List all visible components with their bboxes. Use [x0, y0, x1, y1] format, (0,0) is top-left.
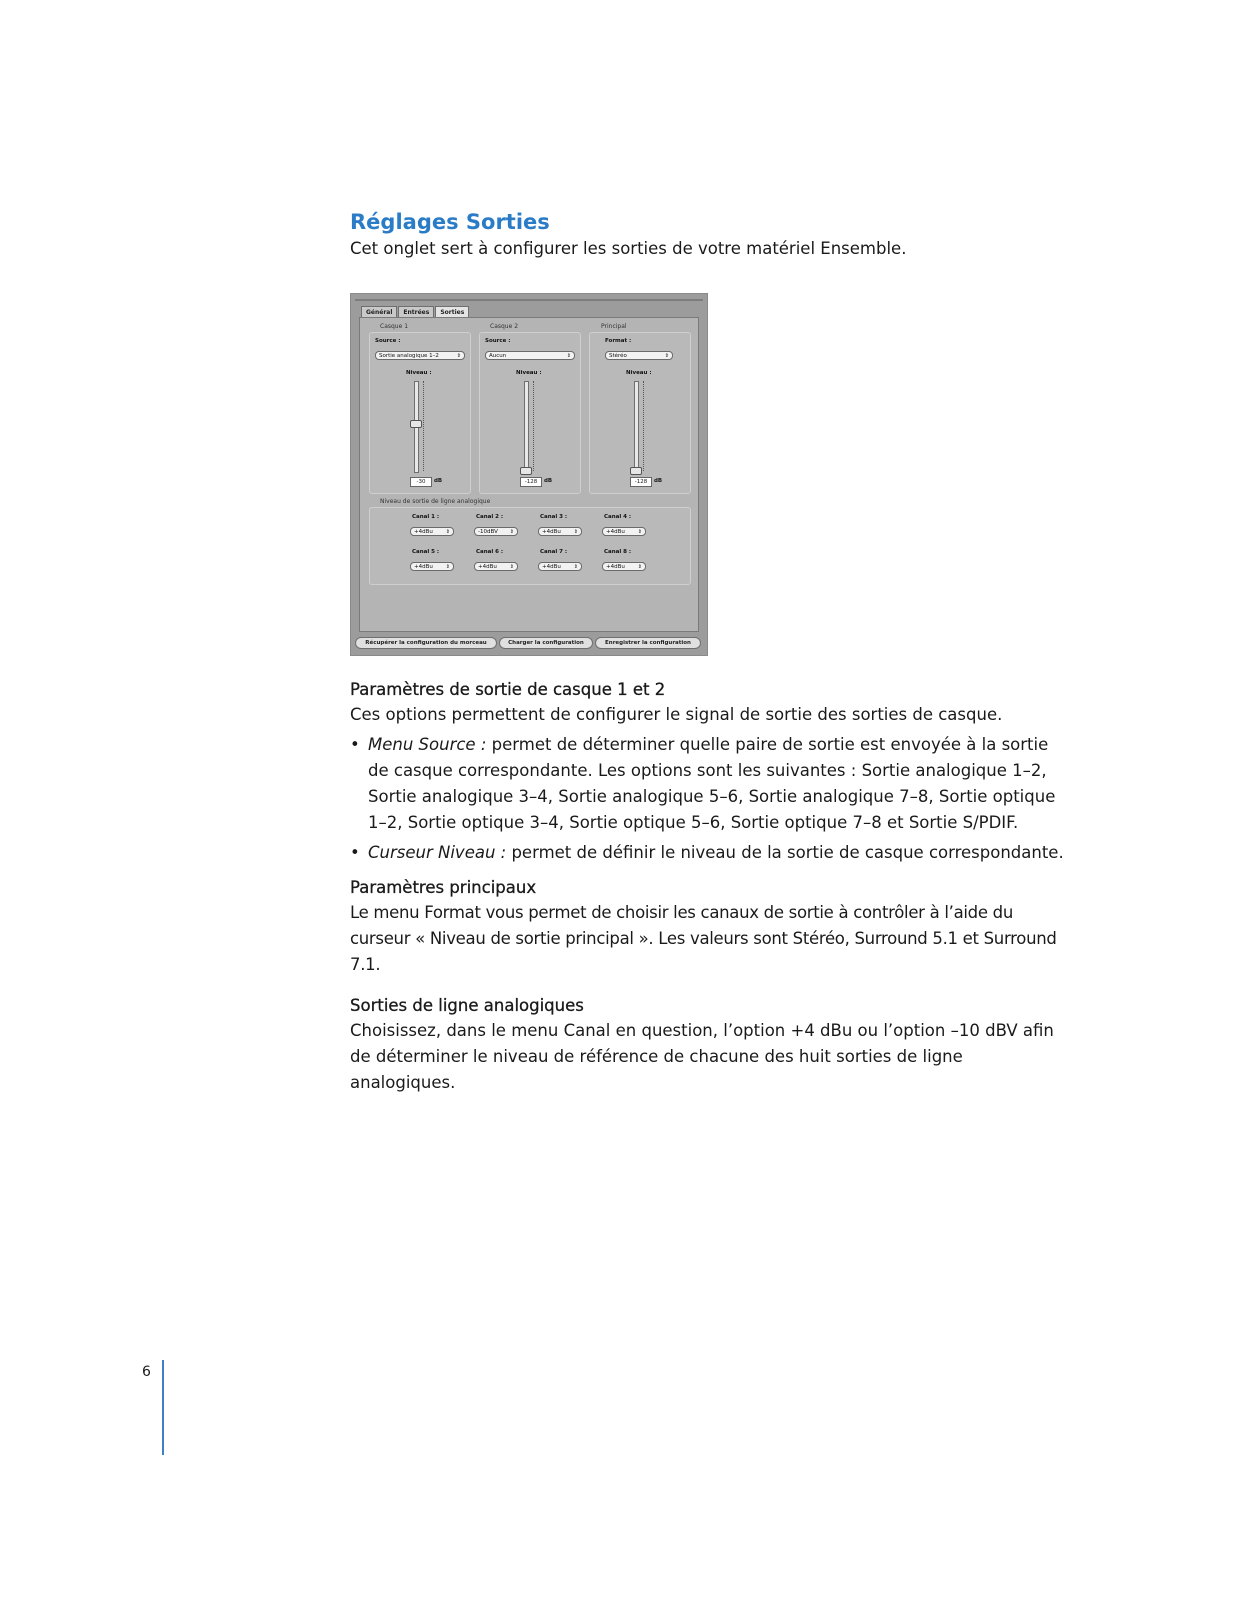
- group-headphone1: [369, 332, 471, 494]
- bullet-icon: •: [350, 735, 360, 754]
- slider-ticks: [643, 381, 647, 471]
- margin-rule: [162, 1360, 164, 1455]
- channel-popup-8[interactable]: [602, 562, 646, 571]
- popup-arrows-icon: ⇕: [637, 529, 642, 535]
- db-unit: dB: [654, 478, 663, 484]
- popup-arrows-icon: ⇕: [445, 564, 450, 570]
- body-sections: [350, 678, 1070, 1096]
- bullet-text: permet de définir le niveau de la sortie de casque correspondante.: [506, 843, 1064, 862]
- group-label-main: Principal: [601, 323, 627, 330]
- popup-value: +4dBu: [414, 564, 433, 570]
- source-popup-headphone2[interactable]: [485, 351, 575, 360]
- tab-inputs[interactable]: Entrées: [398, 306, 434, 318]
- bullet-term: Curseur Niveau :: [368, 843, 507, 862]
- popup-value: +4dBu: [542, 529, 561, 535]
- popup-arrows-icon: ⇕: [456, 353, 461, 359]
- channel-popup-2[interactable]: [474, 527, 518, 536]
- channel-label: Canal 6 :: [476, 549, 504, 555]
- popup-value: Aucun: [489, 353, 507, 359]
- outputs-settings-screenshot: [350, 293, 708, 656]
- channel-label: Canal 4 :: [604, 514, 632, 520]
- channel-popup-1[interactable]: [410, 527, 454, 536]
- channel-popup-7[interactable]: [538, 562, 582, 571]
- popup-value: +4dBu: [478, 564, 497, 570]
- popup-arrows-icon: ⇕: [566, 353, 571, 359]
- popup-arrows-icon: ⇕: [509, 564, 514, 570]
- level-label: Niveau :: [406, 370, 432, 376]
- channel-popup-5[interactable]: [410, 562, 454, 571]
- bullet-text: permet de déterminer quelle paire de sortie est envoyée à la sortie de casque correspondante. Les options sont les suivantes : Sortie analogique 1–2, Sortie analogique 3–4, Sortie analogique 5–6, Sortie analogique 7–8, Sortie optique 1–2, Sortie optique 3–4, Sortie optique 5–6, Sortie optique 7–8 et Sortie S/PDIF.: [368, 735, 1056, 832]
- channel-popup-6[interactable]: [474, 562, 518, 571]
- level-label: Niveau :: [516, 370, 542, 376]
- popup-value: +4dBu: [414, 529, 433, 535]
- intro-text: Cet onglet sert à configurer les sorties de votre matériel Ensemble.: [350, 239, 907, 258]
- list-item: [350, 840, 1070, 866]
- popup-arrows-icon: ⇕: [664, 353, 669, 359]
- format-label: Format :: [605, 338, 632, 344]
- section-text: Choisissez, dans le menu Canal en question, l’option +4 dBu ou l’option –10 dBV afin de déterminer le niveau de référence de chacune des huit sorties de ligne analogiques.: [350, 1021, 1054, 1092]
- section-heading-text: Sorties de ligne analogiques: [350, 996, 584, 1015]
- page-title: Réglages Sorties: [350, 210, 550, 234]
- popup-arrows-icon: ⇕: [509, 529, 514, 535]
- level-value-field[interactable]: -128: [520, 477, 542, 487]
- source-popup-headphone1[interactable]: [375, 351, 465, 360]
- slider-thumb[interactable]: [410, 420, 422, 428]
- group-label-headphone2: Casque 2: [490, 323, 519, 330]
- group-label-headphone1: Casque 1: [380, 323, 409, 330]
- channel-popup-4[interactable]: [602, 527, 646, 536]
- channel-label: Canal 3 :: [540, 514, 568, 520]
- slider-thumb[interactable]: [630, 467, 642, 475]
- group-headphone2: [479, 332, 581, 494]
- bullet-list: [350, 732, 1070, 866]
- popup-arrows-icon: ⇕: [637, 564, 642, 570]
- group-main: [589, 332, 691, 494]
- source-label: Source :: [485, 338, 511, 344]
- level-slider-main[interactable]: [634, 381, 639, 473]
- popup-value: +4dBu: [542, 564, 561, 570]
- fetch-song-config-button[interactable]: Récupérer la configuration du morceau: [355, 637, 497, 649]
- section-text: Le menu Format vous permet de choisir les canaux de sortie à contrôler à l’aide du curseur « Niveau de sortie principal ». Les valeurs sont Stéréo, Surround 5.1 et Surround 7.1.: [350, 903, 1057, 974]
- popup-value: Sortie analogique 1–2: [379, 353, 439, 359]
- section-heading-text: Paramètres principaux: [350, 878, 537, 897]
- popup-arrows-icon: ⇕: [573, 529, 578, 535]
- tab-general[interactable]: Général: [361, 306, 397, 318]
- popup-arrows-icon: ⇕: [573, 564, 578, 570]
- bullet-term: Menu Source :: [368, 735, 487, 754]
- slider-thumb[interactable]: [520, 467, 532, 475]
- slider-ticks: [533, 381, 537, 471]
- popup-value: +4dBu: [606, 564, 625, 570]
- section-heading-text: Paramètres de sortie de casque 1 et 2: [350, 680, 666, 699]
- tab-outputs[interactable]: Sorties: [435, 306, 469, 318]
- channel-label: Canal 2 :: [476, 514, 504, 520]
- popup-value: +4dBu: [606, 529, 625, 535]
- level-value-field[interactable]: -128: [630, 477, 652, 487]
- channel-label: Canal 7 :: [540, 549, 568, 555]
- list-item: [350, 732, 1070, 836]
- page-content: [350, 208, 1070, 262]
- popup-arrows-icon: ⇕: [445, 529, 450, 535]
- outputs-panel: [359, 317, 699, 632]
- section-heading: [350, 876, 1070, 900]
- slider-ticks: [423, 381, 427, 471]
- section-heading: [350, 994, 1070, 1018]
- section-text: Ces options permettent de configurer le signal de sortie des sorties de casque.: [350, 705, 1003, 724]
- db-unit: dB: [434, 478, 443, 484]
- group-label-line-level: Niveau de sortie de ligne analogique: [380, 498, 491, 505]
- format-popup[interactable]: [605, 351, 673, 360]
- level-value-field[interactable]: -30: [410, 477, 432, 487]
- save-config-button[interactable]: Enregistrer la configuration: [595, 637, 701, 649]
- popup-value: Stéréo: [609, 353, 627, 359]
- level-slider-headphone2[interactable]: [524, 381, 529, 473]
- db-unit: dB: [544, 478, 553, 484]
- load-config-button[interactable]: Charger la configuration: [499, 637, 593, 649]
- channel-label: Canal 1 :: [412, 514, 440, 520]
- section-heading: [350, 678, 1070, 702]
- channel-label: Canal 8 :: [604, 549, 632, 555]
- popup-value: -10dBV: [478, 529, 498, 535]
- source-label: Source :: [375, 338, 401, 344]
- channel-label: Canal 5 :: [412, 549, 440, 555]
- level-label: Niveau :: [626, 370, 652, 376]
- window-divider: [355, 299, 703, 301]
- bullet-icon: •: [350, 843, 360, 862]
- page-number: 6: [142, 1364, 151, 1380]
- group-line-level: [369, 507, 691, 585]
- channel-popup-3[interactable]: [538, 527, 582, 536]
